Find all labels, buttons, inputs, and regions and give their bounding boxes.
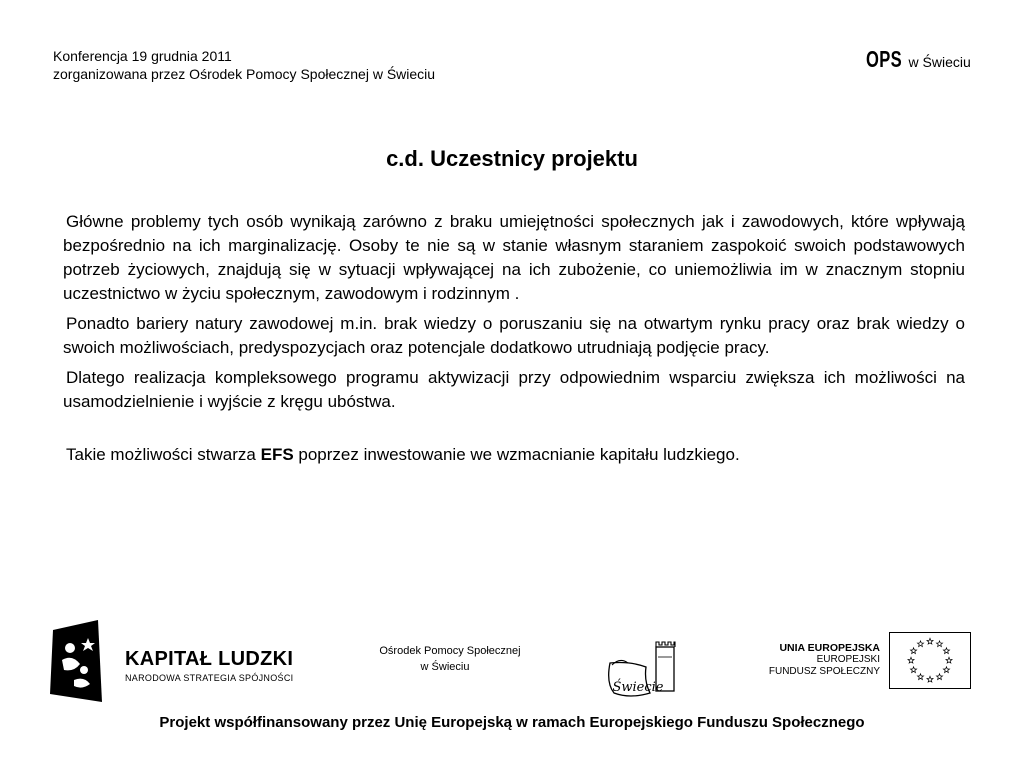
ue-line-union: UNIA EUROPEJSKA <box>779 642 880 654</box>
cofinancing-caption: Projekt współfinansowany przez Unię Europejską w ramach Europejskiego Funduszu Społecznego <box>159 714 865 731</box>
slide-body <box>63 210 965 473</box>
slide-title: c.d. Uczestnicy projektu <box>386 146 638 171</box>
paragraph-problems: Główne problemy tych osób wynikają zarówno z braku umiejętności społecznych jak i zawodowych, które wpływają bezpośrednio na ich marginalizację. Osoby te nie są w stanie własnym staraniem zaspokoić swoich podstawowych potrzeb życiowych, znajdują się w sytuacji wpływającej na ich zubożenie, co uniemożliwia im w znacznym stopniu uczestnictwo w życiu społecznym, zawodowym i rodzinnym . <box>63 212 965 303</box>
eu-star-icon <box>911 648 917 654</box>
efs-bold: EFS <box>260 445 294 464</box>
efs-text-before: Takie możliwości stwarza <box>66 445 261 464</box>
ops-brand <box>866 46 971 73</box>
kapital-ludzki-title: KAPITAŁ LUDZKI <box>125 648 294 670</box>
eu-star-icon <box>917 641 923 647</box>
ue-line-fund: FUNDUSZ SPOŁECZNY <box>768 666 880 677</box>
eu-star-icon <box>943 667 949 673</box>
conference-header <box>53 47 435 83</box>
eu-star-icon <box>946 657 952 663</box>
eu-star-icon <box>936 674 942 680</box>
ue-text <box>760 642 880 678</box>
efs-text-after: poprzez inwestowanie we wzmacnianie kapitału ludzkiego. <box>293 445 740 464</box>
kapital-ludzki-logo <box>50 620 105 707</box>
eu-star-icon <box>927 676 933 682</box>
ops-brand-city: w Świeciu <box>908 54 971 70</box>
ops-footer-line1: Ośrodek Pomocy Społecznej <box>379 645 521 657</box>
eu-star-icon <box>936 641 942 647</box>
paragraph-barriers: Ponadto bariery natury zawodowej m.in. brak wiedzy o poruszaniu się na otwartym rynku pracy oraz brak wiedzy o swoich możliwościach, predyspozycjach oraz potencjale dodatkowo utrudniają podjęcie pracy. <box>63 314 965 357</box>
ops-footer-line2: w Świeciu <box>420 661 470 673</box>
ue-line-european: EUROPEJSKI <box>816 654 880 665</box>
swiecie-city-logo <box>600 633 684 708</box>
paragraph-program: Dlatego realizacja kompleksowego programu aktywizacji przy odpowiednim wsparciu zwiększa ich możliwości na usamodzielnienie i wyjście z kręgu ubóstwa. <box>63 368 965 411</box>
eu-star-icon <box>943 648 949 654</box>
paragraph-efs <box>63 443 965 467</box>
eu-star-icon <box>908 657 914 663</box>
kapital-ludzki-subtitle: NARODOWA STRATEGIA SPÓJNOŚCI <box>125 673 294 683</box>
ops-brand-abbr: OPS <box>866 46 903 72</box>
conference-organizer: zorganizowana przez Ośrodek Pomocy Społecznej w Świeciu <box>53 66 436 82</box>
eu-star-icon <box>917 674 923 680</box>
swiecie-logo-text: Świecie <box>612 680 664 695</box>
ops-footer-name <box>355 643 545 675</box>
eu-flag-icon <box>889 632 971 689</box>
eu-star-icon <box>927 638 933 644</box>
conference-date: Konferencja 19 grudnia 2011 <box>53 48 232 64</box>
footer-logos <box>0 615 1024 705</box>
eu-star-icon <box>911 667 917 673</box>
